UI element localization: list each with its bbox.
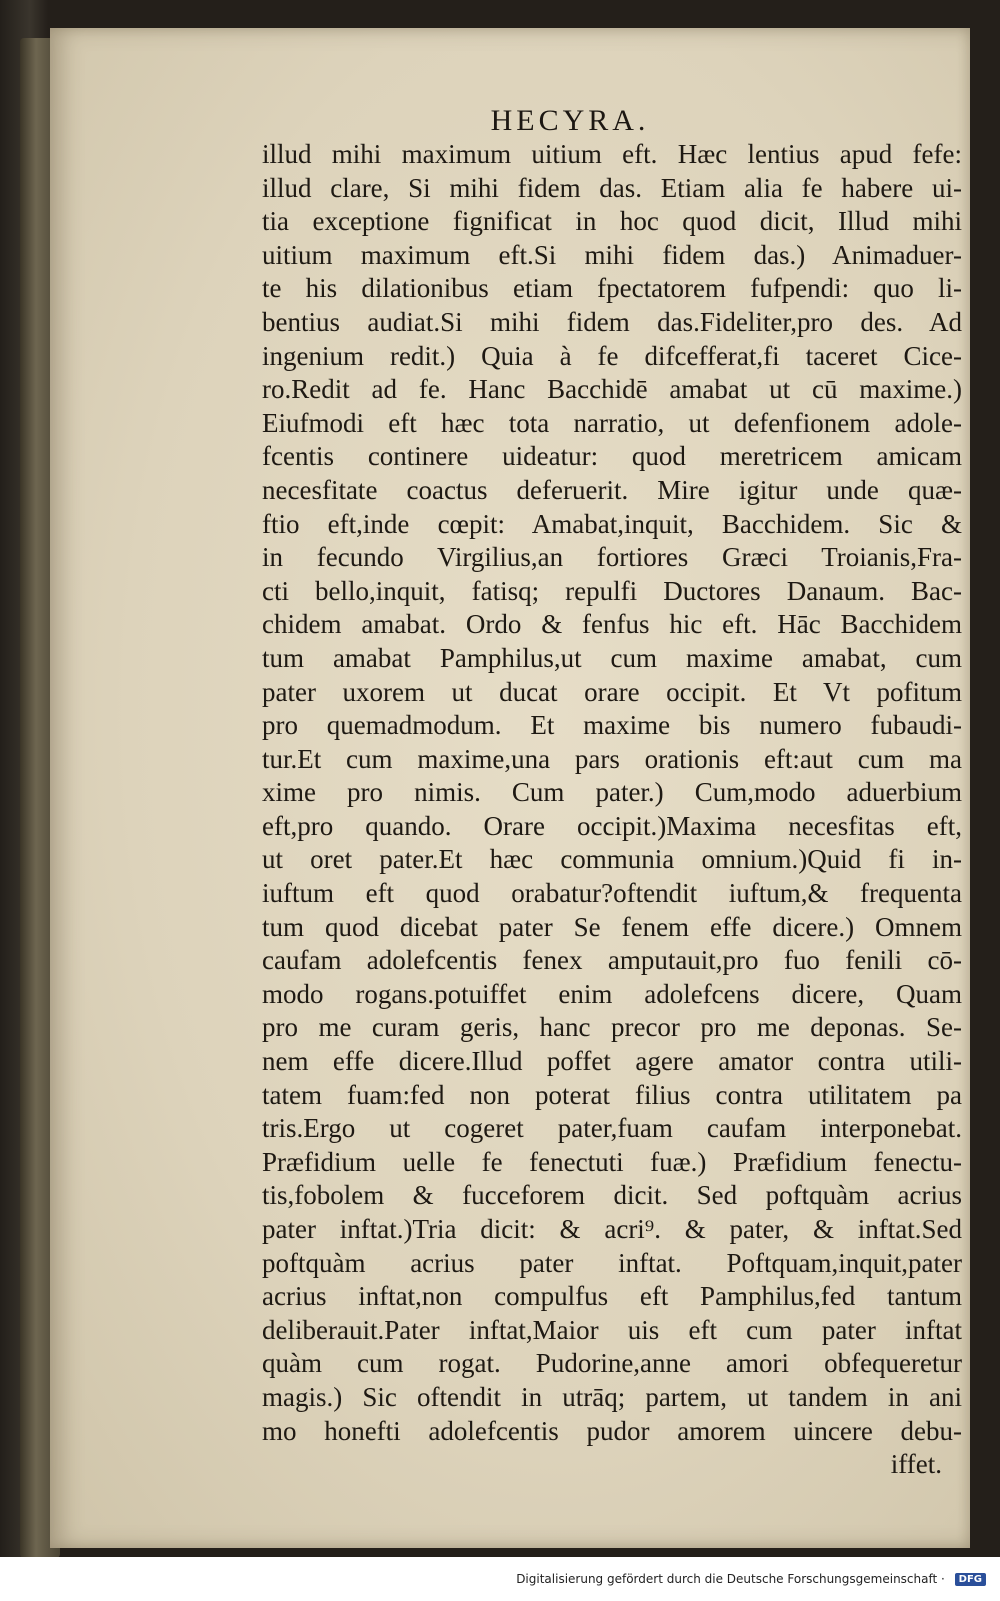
- book-page: [50, 28, 970, 1548]
- text-line: pater inftat.)Tria dicit: & acri⁹. & pater, & inftat.Sed: [262, 1214, 962, 1244]
- text-line: ftio eft,inde cœpit: Amabat,inquit, Bacchidem. Sic &: [262, 508, 962, 539]
- text-line: tis,fobolem & fucceforem dicit. Sed poftquàm acrius: [262, 1180, 962, 1211]
- text-line: xime pro nimis. Cum pater.) Cum,modo aduerbium: [262, 777, 962, 808]
- text-line: ut oret pater.Et hæc communia omnium.)Quid fi in-: [262, 844, 962, 875]
- text-line: iuftum eft quod orabatur?oftendit iuftum,& frequenta: [262, 878, 962, 909]
- text-line: pro quemadmodum. Et maxime bis numero fubaudi-: [262, 710, 962, 741]
- text-line: chidem amabat. Ordo & fenfus hic eft. Hāc Bacchidem: [262, 609, 962, 640]
- text-line: tur.Et cum maxime,una pars orationis eft:aut cum ma: [262, 743, 962, 774]
- text-line: caufam adolefcentis fenex amputauit,pro fuo fenili cō-: [262, 945, 962, 976]
- text-line: illud clare, Si mihi fidem das. Etiam alia fe habere ui-: [262, 172, 962, 203]
- body-text: [262, 138, 962, 1482]
- text-line: fcentis continere uideatur: quod meretricem amicam: [262, 441, 962, 472]
- text-line: iffet.: [890, 1449, 942, 1480]
- text-line: modo rogans.potuiffet enim adolefcens dicere, Quam: [262, 978, 962, 1009]
- text-line: Præfidium uelle fe fenectuti fuæ.) Præfidium fenectu-: [262, 1146, 962, 1177]
- text-line: bentius audiat.Si mihi fidem das.Fideliter,pro des. Ad: [262, 306, 962, 337]
- text-line: poftquàm acrius pater inftat. Poftquam,inquit,pater: [262, 1247, 962, 1278]
- text-line: tia exceptione fignificat in hoc quod dicit, Illud mihi: [262, 206, 962, 237]
- text-line: ro.Redit ad fe. Hanc Bacchidē amabat ut cū maxime.): [262, 374, 962, 405]
- text-line: tum amabat Pamphilus,ut cum maxime amabat, cum: [262, 642, 962, 673]
- running-header: HECYRA.: [490, 104, 650, 137]
- text-line: in fecundo Virgilius,an fortiores Græci Troianis,Fra-: [262, 542, 962, 573]
- text-line: uitium maximum eft.Si mihi fidem das.) Animaduer-: [262, 239, 962, 270]
- text-line: Eiufmodi eft hæc tota narratio, ut defenfionem adole-: [262, 407, 962, 438]
- text-line: necesfitate coactus deferuerit. Mire igitur unde quæ-: [262, 474, 962, 505]
- text-line: tris.Ergo ut cogeret pater,fuam caufam interponebat.: [262, 1113, 962, 1144]
- text-line: acrius inftat,non compulfus eft Pamphilus,fed tantum: [262, 1281, 962, 1312]
- footer-bar: [0, 1557, 1000, 1601]
- text-line: cti bello,inquit, fatisq; repulfi Ductores Danaum. Bac-: [262, 575, 962, 606]
- text-line: pater uxorem ut ducat orare occipit. Et Vt pofitum: [262, 676, 962, 707]
- text-line: tum quod dicebat pater Se fenem effe dicere.) Omnem: [262, 911, 962, 942]
- dfg-logo: DFG: [955, 1573, 986, 1586]
- text-line: quàm cum rogat. Pudorine,anne amori obfequeretur: [262, 1348, 962, 1379]
- text-line: magis.) Sic oftendit in utrāq; partem, ut tandem in ani: [262, 1381, 962, 1412]
- text-line: te his dilationibus etiam fpectatorem fufpendi: quo li-: [262, 273, 962, 304]
- text-line: nem effe dicere.Illud poffet agere amator contra utili-: [262, 1046, 962, 1077]
- text-line: deliberauit.Pater inftat,Maior uis eft cum pater inftat: [262, 1314, 962, 1345]
- text-line: tatem fuam:fed non poterat filius contra utilitatem pa: [262, 1079, 962, 1110]
- funding-credit: Digitalisierung gefördert durch die Deutsche Forschungsgemeinschaft: [516, 1572, 938, 1586]
- separator: ·: [937, 1572, 949, 1586]
- text-line: eft,pro quando. Orare occipit.)Maxima necesfitas eft,: [262, 810, 962, 841]
- text-line: mo honefti adolefcentis pudor amorem uincere debu-: [262, 1415, 962, 1446]
- text-line: illud mihi maximum uitium eft. Hæc lentius apud fefe:: [262, 139, 962, 169]
- text-line: pro me curam geris, hanc precor pro me deponas. Se-: [262, 1012, 962, 1043]
- text-line: ingenium redit.) Quia à fe difcefferat,fi taceret Cice-: [262, 340, 962, 371]
